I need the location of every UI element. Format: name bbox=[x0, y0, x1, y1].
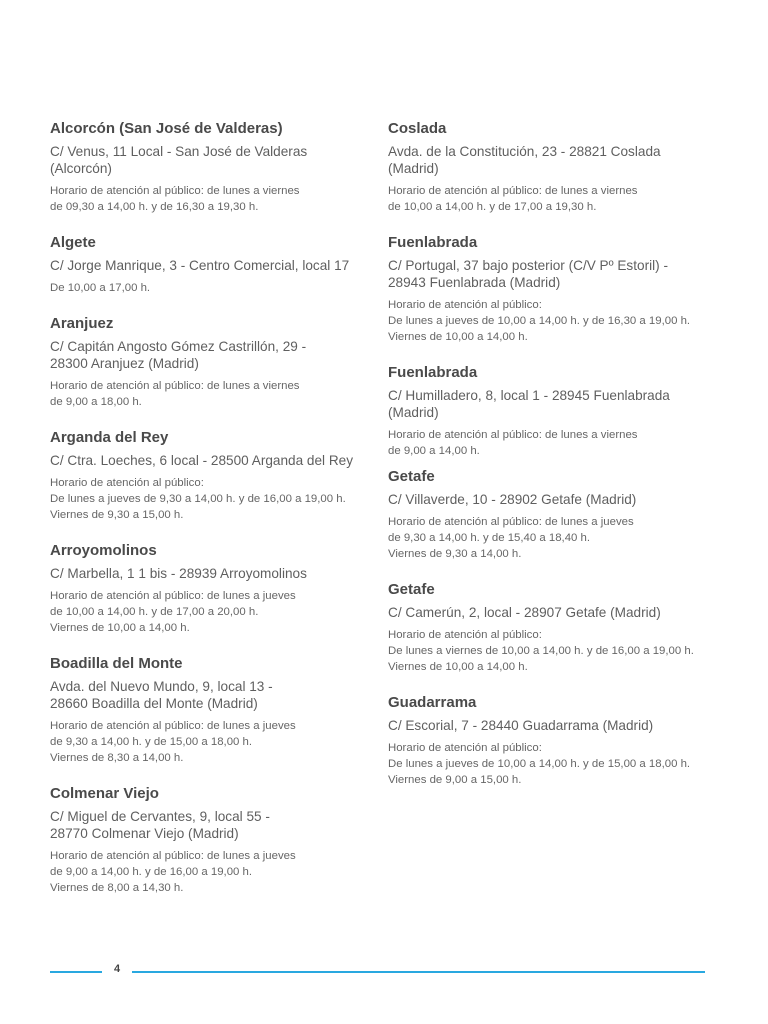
hours-line: Horario de atención al público: de lunes a jueves bbox=[50, 720, 296, 732]
office-entry bbox=[50, 541, 375, 636]
address-line: (Madrid) bbox=[388, 161, 439, 176]
hours-line: De lunes a viernes de 10,00 a 14,00 h. y de 16,00 a 19,00 h. bbox=[388, 645, 694, 657]
hours-line: Horario de atención al público: bbox=[388, 299, 542, 311]
office-name: Alcorcón (San José de Valderas) bbox=[50, 120, 283, 137]
office-entry bbox=[50, 314, 375, 410]
hours-line: Viernes de 9,00 a 15,00 h. bbox=[388, 774, 522, 786]
hours-line: De 10,00 a 17,00 h. bbox=[50, 282, 151, 294]
address-line: 28943 Fuenlabrada (Madrid) bbox=[388, 275, 561, 290]
hours-line: de 10,00 a 14,00 h. y de 17,00 a 20,00 h. bbox=[50, 606, 259, 618]
office-hours bbox=[388, 297, 718, 345]
hours-line: Viernes de 8,30 a 14,00 h. bbox=[50, 752, 184, 764]
address-line: C/ Escorial, 7 - 28440 Guadarrama (Madrid) bbox=[388, 718, 654, 733]
office-name: Arganda del Rey bbox=[50, 429, 169, 446]
hours-line: de 9,00 a 14,00 h. bbox=[388, 445, 480, 457]
office-hours bbox=[50, 280, 375, 296]
office-entry bbox=[50, 784, 375, 896]
address-line: C/ Capitán Angosto Gómez Castrillón, 29 - bbox=[50, 339, 307, 354]
address-line: C/ Humilladero, 8, local 1 - 28945 Fuenlabrada bbox=[388, 388, 670, 403]
address-line: 28300 Aranjuez (Madrid) bbox=[50, 356, 199, 371]
office-address bbox=[388, 491, 718, 508]
footer-rule-right bbox=[132, 971, 705, 973]
address-line: C/ Portugal, 37 bajo posterior (C/V Pº Estoril) - bbox=[388, 258, 668, 273]
hours-line: De lunes a jueves de 10,00 a 14,00 h. y de 16,30 a 19,00 h. bbox=[388, 315, 691, 327]
hours-line: De lunes a jueves de 10,00 a 14,00 h. y de 15,00 a 18,00 h. bbox=[388, 758, 691, 770]
office-name: Colmenar Viejo bbox=[50, 785, 159, 802]
hours-line: De lunes a jueves de 9,30 a 14,00 h. y de 16,00 a 19,00 h. bbox=[50, 493, 346, 505]
hours-line: Viernes de 10,00 a 14,00 h. bbox=[50, 622, 190, 634]
hours-line: Viernes de 9,30 a 15,00 h. bbox=[50, 509, 184, 521]
office-hours bbox=[50, 848, 375, 896]
office-entry bbox=[50, 233, 375, 296]
office-entry bbox=[50, 654, 375, 766]
office-address bbox=[50, 338, 375, 372]
hours-line: Viernes de 8,00 a 14,30 h. bbox=[50, 882, 184, 894]
hours-line: de 9,00 a 18,00 h. bbox=[50, 396, 142, 408]
address-line: C/ Villaverde, 10 - 28902 Getafe (Madrid) bbox=[388, 492, 637, 507]
office-name: Algete bbox=[50, 234, 96, 251]
office-entry bbox=[388, 580, 718, 675]
office-entry bbox=[50, 119, 375, 215]
address-line: C/ Ctra. Loeches, 6 local - 28500 Arganda del Rey bbox=[50, 453, 354, 468]
office-address bbox=[50, 452, 375, 469]
hours-line: de 10,00 a 14,00 h. y de 17,00 a 19,30 h. bbox=[388, 201, 597, 213]
address-line: C/ Jorge Manrique, 3 - Centro Comercial, local 17 bbox=[50, 258, 350, 273]
office-name: Coslada bbox=[388, 120, 447, 137]
office-hours bbox=[50, 183, 375, 215]
hours-line: Viernes de 10,00 a 14,00 h. bbox=[388, 661, 528, 673]
footer-rule-left bbox=[50, 971, 102, 973]
office-address bbox=[388, 387, 718, 421]
office-entry bbox=[388, 363, 718, 459]
hours-line: Horario de atención al público: bbox=[50, 477, 204, 489]
address-line: C/ Camerún, 2, local - 28907 Getafe (Madrid) bbox=[388, 605, 661, 620]
office-hours bbox=[388, 427, 718, 459]
office-name: Getafe bbox=[388, 581, 435, 598]
office-entry bbox=[50, 428, 375, 523]
office-address bbox=[388, 257, 718, 291]
office-name: Getafe bbox=[388, 468, 435, 485]
hours-line: de 9,00 a 14,00 h. y de 16,00 a 19,00 h. bbox=[50, 866, 253, 878]
address-line: (Alcorcón) bbox=[50, 161, 112, 176]
hours-line: Horario de atención al público: de lunes a jueves bbox=[50, 850, 296, 862]
office-entry bbox=[388, 693, 718, 788]
office-address bbox=[50, 678, 375, 712]
address-line: C/ Venus, 11 Local - San José de Valderas bbox=[50, 144, 308, 159]
office-name: Fuenlabrada bbox=[388, 234, 478, 251]
office-address bbox=[50, 143, 375, 177]
address-line: 28660 Boadilla del Monte (Madrid) bbox=[50, 696, 258, 711]
hours-line: Viernes de 10,00 a 14,00 h. bbox=[388, 331, 528, 343]
address-line: 28770 Colmenar Viejo (Madrid) bbox=[50, 826, 239, 841]
hours-line: Horario de atención al público: bbox=[388, 742, 542, 754]
office-hours bbox=[388, 514, 718, 562]
office-name: Aranjuez bbox=[50, 315, 114, 332]
office-hours bbox=[388, 183, 718, 215]
hours-line: Horario de atención al público: de lunes a jueves bbox=[50, 590, 296, 602]
hours-line: de 9,30 a 14,00 h. y de 15,40 a 18,40 h. bbox=[388, 532, 591, 544]
hours-line: de 09,30 a 14,00 h. y de 16,30 a 19,30 h. bbox=[50, 201, 259, 213]
right-column bbox=[388, 119, 718, 806]
office-entry bbox=[388, 119, 718, 215]
hours-line: Horario de atención al público: de lunes a viernes bbox=[388, 429, 638, 441]
address-line: (Madrid) bbox=[388, 405, 439, 420]
address-line: C/ Miguel de Cervantes, 9, local 55 - bbox=[50, 809, 270, 824]
office-address bbox=[388, 143, 718, 177]
office-hours bbox=[388, 627, 718, 675]
office-address bbox=[50, 808, 375, 842]
office-hours bbox=[50, 588, 375, 636]
hours-line: de 9,30 a 14,00 h. y de 15,00 a 18,00 h. bbox=[50, 736, 253, 748]
office-address bbox=[50, 257, 375, 274]
office-address bbox=[50, 565, 375, 582]
hours-line: Viernes de 9,30 a 14,00 h. bbox=[388, 548, 522, 560]
hours-line: Horario de atención al público: bbox=[388, 629, 542, 641]
office-hours bbox=[388, 740, 718, 788]
hours-line: Horario de atención al público: de lunes a viernes bbox=[50, 380, 300, 392]
office-name: Boadilla del Monte bbox=[50, 655, 183, 672]
office-hours bbox=[50, 718, 375, 766]
office-name: Guadarrama bbox=[388, 694, 477, 711]
office-name: Fuenlabrada bbox=[388, 364, 478, 381]
address-line: Avda. de la Constitución, 23 - 28821 Coslada bbox=[388, 144, 661, 159]
office-address bbox=[388, 717, 718, 734]
address-line: Avda. del Nuevo Mundo, 9, local 13 - bbox=[50, 679, 273, 694]
hours-line: Horario de atención al público: de lunes a jueves bbox=[388, 516, 634, 528]
office-address bbox=[388, 604, 718, 621]
page-number: 4 bbox=[113, 963, 121, 975]
office-hours bbox=[50, 475, 375, 523]
hours-line: Horario de atención al público: de lunes a viernes bbox=[388, 185, 638, 197]
address-line: C/ Marbella, 1 1 bis - 28939 Arroyomolinos bbox=[50, 566, 307, 581]
office-entry bbox=[388, 467, 718, 562]
left-column bbox=[50, 119, 375, 896]
hours-line: Horario de atención al público: de lunes a viernes bbox=[50, 185, 300, 197]
office-hours bbox=[50, 378, 375, 410]
office-entry bbox=[388, 233, 718, 345]
office-name: Arroyomolinos bbox=[50, 542, 157, 559]
